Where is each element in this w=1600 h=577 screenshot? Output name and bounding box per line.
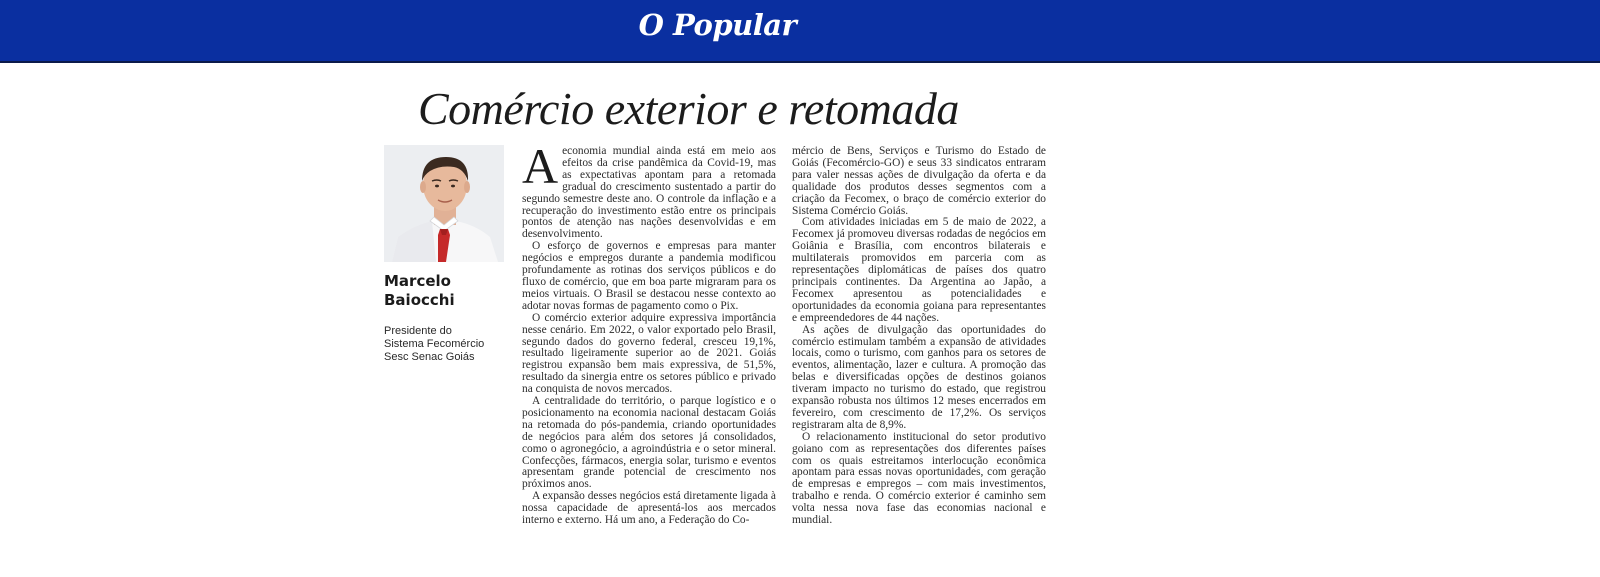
paragraph-text: economia mundial ainda está em meio aos efeitos da crise pandêmica da Covid-19, mas as expectativas apontam para a retomada gradual do crescimento sustentado a partir do segundo semestre deste ano. O controle da inflação e a recuperação do investimento estão entre os principais pontos de atenção nas nações desenvolvidas e em desenvolvimento. [522,145,776,241]
article-paragraph: A expansão desses negócios está diretamente ligada à nossa capacidade de apresentá-los aos mercados interno e externo. Há um ano, a Federação do Co- [522,490,776,527]
article-paragraph: As ações de divulgação das oportunidades do comércio estimulam também a expansão de atividades locais, como o turismo, com ganhos para os setores de eventos, alimentação, lazer e cultura. A promoção das belas e diversificadas opções de destinos goianos tiveram impacto no turismo do estado, que registrou expansão robusta nos últimos 12 meses encerrados em fevereiro, com crescimento de 17,2%. Os serviços registraram alta de 8,9%. [792,323,1046,431]
article-paragraph: A centralidade do território, o parque logístico e o posicionamento na economia nacional destacam Goiás na retomada do pós-pandemia, criando oportunidades de negócios para além dos setores já consolidados, como o agronegócio, a agroindústria e o setor mineral. Confecções, fármacos, energia solar, turismo e eventos apresentam grande potencial de crescimento nos próximos anos. [522,395,776,491]
author-role-line: Presidente do [384,325,452,337]
author-role-line: Sesc Senac Goiás [384,351,475,363]
author-role-line: Sistema Fecomércio [384,338,485,350]
article-paragraph: O esforço de governos e empresas para manter negócios e empregos durante a pandemia modificou profundamente as rotinas dos serviços públicos e do fluxo de comércio, que em boa parte migraram para os meios virtuais. O Brasil se destacou nesse contexto ao adotar novas formas de pagamento como o Pix. [522,240,776,312]
article-headline: Comércio exterior e retomada [418,83,959,134]
author-name: Marcelo Baiocchi [384,272,455,309]
author-photo [384,145,504,262]
article-column-2 [792,146,1046,527]
drop-cap: A [522,138,559,194]
article-paragraph: O comércio exterior adquire expressiva importância nesse cenário. Em 2022, o valor exportado pelo Brasil, segundo dados do governo federal, cresceu 19,1%, resultado ligeiramente superior ao de 2021. Goiás registrou expansão bem mais expressiva, de 51,5%, resultado da sinergia entre os setores público e privado na conquista de novos mercados. [522,311,776,396]
article-paragraph: O relacionamento institucional do setor produtivo goiano com as representações dos diferentes países com os quais estreitamos interlocução econômica apontam para essas novas oportunidades, com geração de empresas e empregos – com mais investimentos, trabalho e renda. O comércio exterior é caminho sem volta nessa nova fase das economias nacional e mundial. [792,430,1046,527]
newspaper-logo[interactable]: O Popular [638,8,797,42]
author-portrait-illustration [384,145,504,262]
article-paragraph: Com atividades iniciadas em 5 de maio de 2022, a Fecomex já promoveu diversas rodadas de negócios em Goiânia e Brasília, com encontros bilaterais e multilaterais promovidos em parceria com as representações diplomáticas de países dos quatro principais continentes. Da Argentina ao Japão, a Fecomex apresentou as potencialidades e oportunidades da economia goiana para representantes e empreendedores de 44 nações. [792,216,1046,324]
article-column-1 [522,138,776,527]
masthead-bar [0,0,1600,63]
author-role [384,325,514,364]
article-paragraph: mércio de Bens, Serviços e Turismo do Estado de Goiás (Fecomércio-GO) e seus 33 sindicatos entraram para valer nessas ações de divulgação da oferta e da qualidade dos produtos desses segmentos com a criação da Fecomex, o braço de comércio exterior do Sistema Comércio Goiás. [792,145,1046,217]
article-paragraph [522,138,776,241]
